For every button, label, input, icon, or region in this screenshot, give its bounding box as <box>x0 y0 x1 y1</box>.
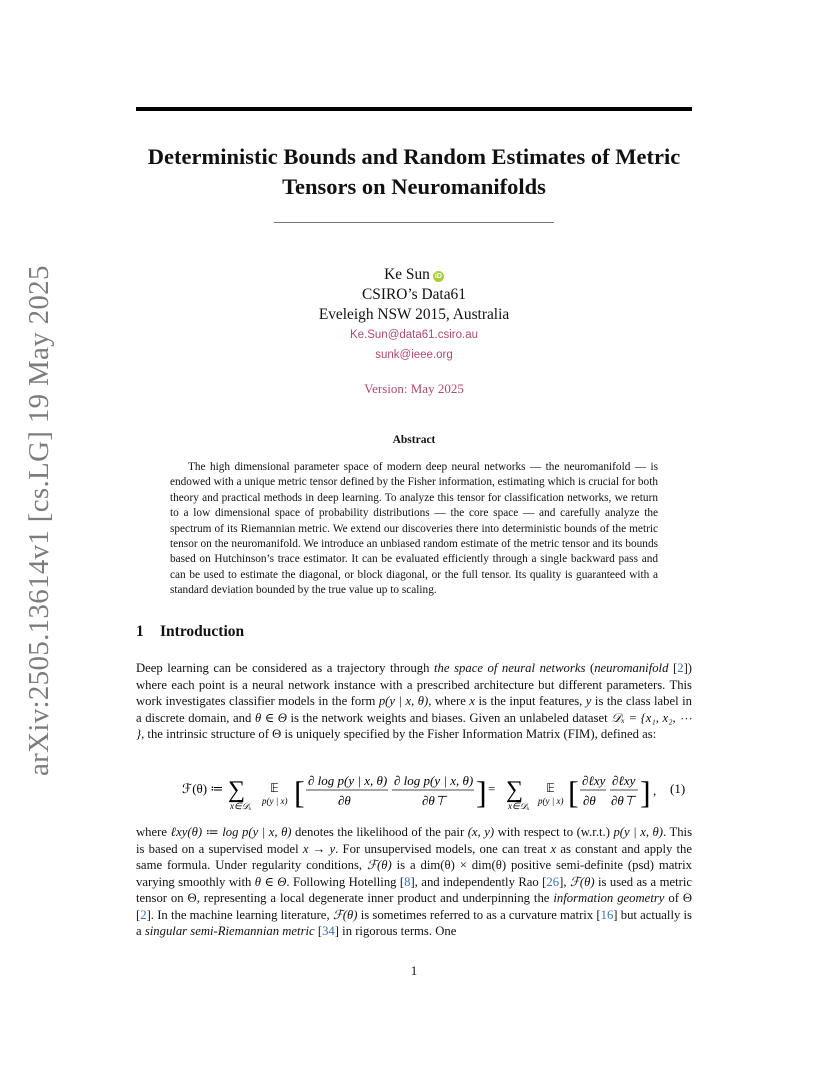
intro-text: [ <box>668 661 678 675</box>
intro-text: ( <box>585 661 595 675</box>
arxiv-stamp <box>14 0 56 1072</box>
comma: , <box>653 783 657 798</box>
bracket-right: ] <box>640 774 651 810</box>
emphasis: singular semi-Riemannian metric <box>144 924 315 938</box>
intro-text: ]) where each point is a neural network instance with a prescribed architecture but different parameters. This work investigates classifier models in the form <box>136 661 693 708</box>
body-text: ], and independently Rao [ <box>410 874 547 889</box>
eq-den3: ∂θ <box>583 793 596 808</box>
eq-sum-sub: x∈𝒟ₓ <box>508 801 530 811</box>
version-note: Version: May 2025 <box>364 381 464 396</box>
inline-math: y <box>585 694 592 708</box>
inline-math: x <box>469 694 476 708</box>
sum-symbol: ∑ <box>506 777 524 803</box>
abstract-text: The high dimensional parameter space of modern deep neural networks — the neuromanifold — is endowed with a unique metric tensor defined by the Fisher information, estimating which is crucial for both theory and practical methods in deep learning. To analyze this tensor for classification networks, we return to a low dimensional space of probability distributions — the core space — and carefully analyze the spectrum of its Riemannian metric. We extend our discoveries there into deterministic bounds of the metric tensor on the neuromanifold. We introduce an unbiased random estimate of the metric tensor and its bounds based on Hutchinson’s trace estimator. It can be evaluated efficiently through a single backward pass and can be used to estimate the diagonal, or block diagonal, or the full tensor. Its quality is guaranteed with a standard deviation bounded by the true value up to scaling. <box>170 461 658 597</box>
intro-emph: the space of neural networks <box>434 661 586 675</box>
title-line-2: Tensors on Neuromanifolds <box>282 174 546 199</box>
email-link-1[interactable]: Ke.Sun@data61.csiro.au <box>349 329 479 341</box>
paper-title <box>118 142 710 202</box>
body-text: ], <box>559 874 570 889</box>
body-text: . Following Hotelling [ <box>286 874 405 889</box>
eq-num4: ∂ℓxy <box>612 773 636 788</box>
body-text: . This is based on a supervised model <box>136 825 693 856</box>
body-text: with respect to (w.r.t.) <box>494 825 614 839</box>
body-text: ] in rigorous terms. One <box>334 924 457 938</box>
inline-math: θ ∈ Θ <box>254 710 287 725</box>
body-text: as constant and apply the same formula. Under regularity conditions, <box>136 841 693 872</box>
body-text: ] but actually is a <box>136 907 692 938</box>
continuation-paragraph <box>136 824 692 940</box>
eq-equals: = <box>488 781 496 796</box>
intro-text: , where <box>428 694 470 708</box>
inline-math: 𝒟ₓ = {x₁, x₂, ⋯ } <box>136 710 692 741</box>
author-name: Ke Sun <box>384 266 430 283</box>
inline-math: p(y | x, θ) <box>613 825 663 839</box>
bracket-right: ] <box>476 774 487 810</box>
emphasis: information geometry <box>553 891 665 905</box>
eq-exp-sub: p(y | x) <box>262 796 288 806</box>
inline-math: p(y | x, θ) <box>378 694 429 708</box>
body-text: denotes the likelihood of the pair <box>291 825 468 839</box>
author-affiliation: CSIRO’s Data61 <box>362 286 466 303</box>
citation-link[interactable]: 8 <box>404 874 411 889</box>
inline-math: ℱ(θ) <box>367 858 392 872</box>
intro-paragraph <box>136 660 692 743</box>
section-number: 1 <box>136 623 144 640</box>
equation-number: (1) <box>670 781 686 796</box>
intro-text: is the network weights and biases. Given an unlabeled dataset <box>286 710 612 725</box>
abstract-body <box>170 460 658 599</box>
expect-symbol: 𝔼 <box>546 781 555 795</box>
author-name-line <box>200 265 628 285</box>
body-text: is a <box>391 858 421 872</box>
author-address: Eveleigh NSW 2015, Australia <box>318 306 510 323</box>
eq-sum-sub: x∈𝒟ₓ <box>230 801 252 811</box>
page-number: 1 <box>410 963 418 978</box>
eq-den2: ∂θ⊤ <box>422 793 447 808</box>
bracket-left: [ <box>568 774 579 810</box>
sum-symbol: ∑ <box>228 777 246 803</box>
intro-text: is the input features, <box>475 694 586 708</box>
eq-exp-sub: p(y | x) <box>538 796 564 806</box>
body-text: is used as a metric tensor on Θ, representing a local degenerate inner product and underpinning the <box>136 874 692 905</box>
title-line-1: Deterministic Bounds and Random Estimates of Metric <box>147 144 681 169</box>
abstract-heading: Abstract <box>392 434 436 446</box>
body-text: where <box>136 825 171 839</box>
body-text: positive semi-definite (psd) matrix varying smoothly with <box>136 858 692 889</box>
inline-math: dim(θ) × dim(θ) <box>420 858 507 872</box>
top-rule <box>136 107 692 111</box>
body-text: of Θ [ <box>136 891 693 922</box>
bracket-left: [ <box>294 774 305 810</box>
inline-math: ℱ(θ) <box>332 907 358 922</box>
body-text: . For unsupervised models, one can treat <box>335 841 551 856</box>
orcid-icon[interactable]: iD <box>434 273 442 280</box>
citation-link[interactable]: 26 <box>546 874 560 889</box>
citation-link[interactable]: 2 <box>140 907 147 922</box>
arxiv-stamp-text: arXiv:2505.13614v1 [cs.LG] 19 May 2025 <box>23 265 55 776</box>
inline-math: ℓxy(θ) ≔ log p(y | x, θ) <box>170 825 292 839</box>
eq-num1: ∂ log p(y | x, θ) <box>308 773 388 788</box>
eq-num2: ∂ log p(y | x, θ) <box>394 773 474 788</box>
body-text: ]. In the machine learning literature, <box>146 907 333 922</box>
inline-math: (x, y) <box>467 825 495 839</box>
inline-math: x → y <box>302 841 336 856</box>
equation-1 <box>136 768 692 814</box>
author-block <box>200 265 628 365</box>
inline-math: θ ∈ Θ <box>254 874 287 889</box>
citation-link[interactable]: 16 <box>600 907 614 922</box>
eq-lhs: ℱ(θ) ≔ <box>182 781 224 796</box>
section-title: Introduction <box>160 623 245 640</box>
email-link-2[interactable]: sunk@ieee.org <box>375 349 453 361</box>
citation-link[interactable]: 34 <box>322 924 335 938</box>
citation-link[interactable]: 2 <box>677 661 684 675</box>
intro-text: , the intrinsic structure of Θ is uniquely specified by the Fisher Information Matrix (FIM), defined as: <box>141 727 657 741</box>
intro-text: Deep learning can be considered as a trajectory through <box>136 661 435 675</box>
intro-emph: neuromanifold <box>594 661 669 675</box>
inline-math: ℱ(θ) <box>569 874 595 889</box>
title-rule <box>274 222 554 223</box>
body-text: is sometimes referred to as a curvature matrix [ <box>357 907 601 922</box>
eq-den1: ∂θ <box>338 793 351 808</box>
expect-symbol: 𝔼 <box>270 781 279 795</box>
section-heading <box>136 623 244 641</box>
eq-den4: ∂θ⊤ <box>611 793 636 808</box>
inline-math: x <box>550 841 557 856</box>
intro-text: is the class label in a discrete domain, and <box>136 694 692 725</box>
body-text: [ <box>314 924 323 938</box>
eq-num3: ∂ℓxy <box>582 773 606 788</box>
